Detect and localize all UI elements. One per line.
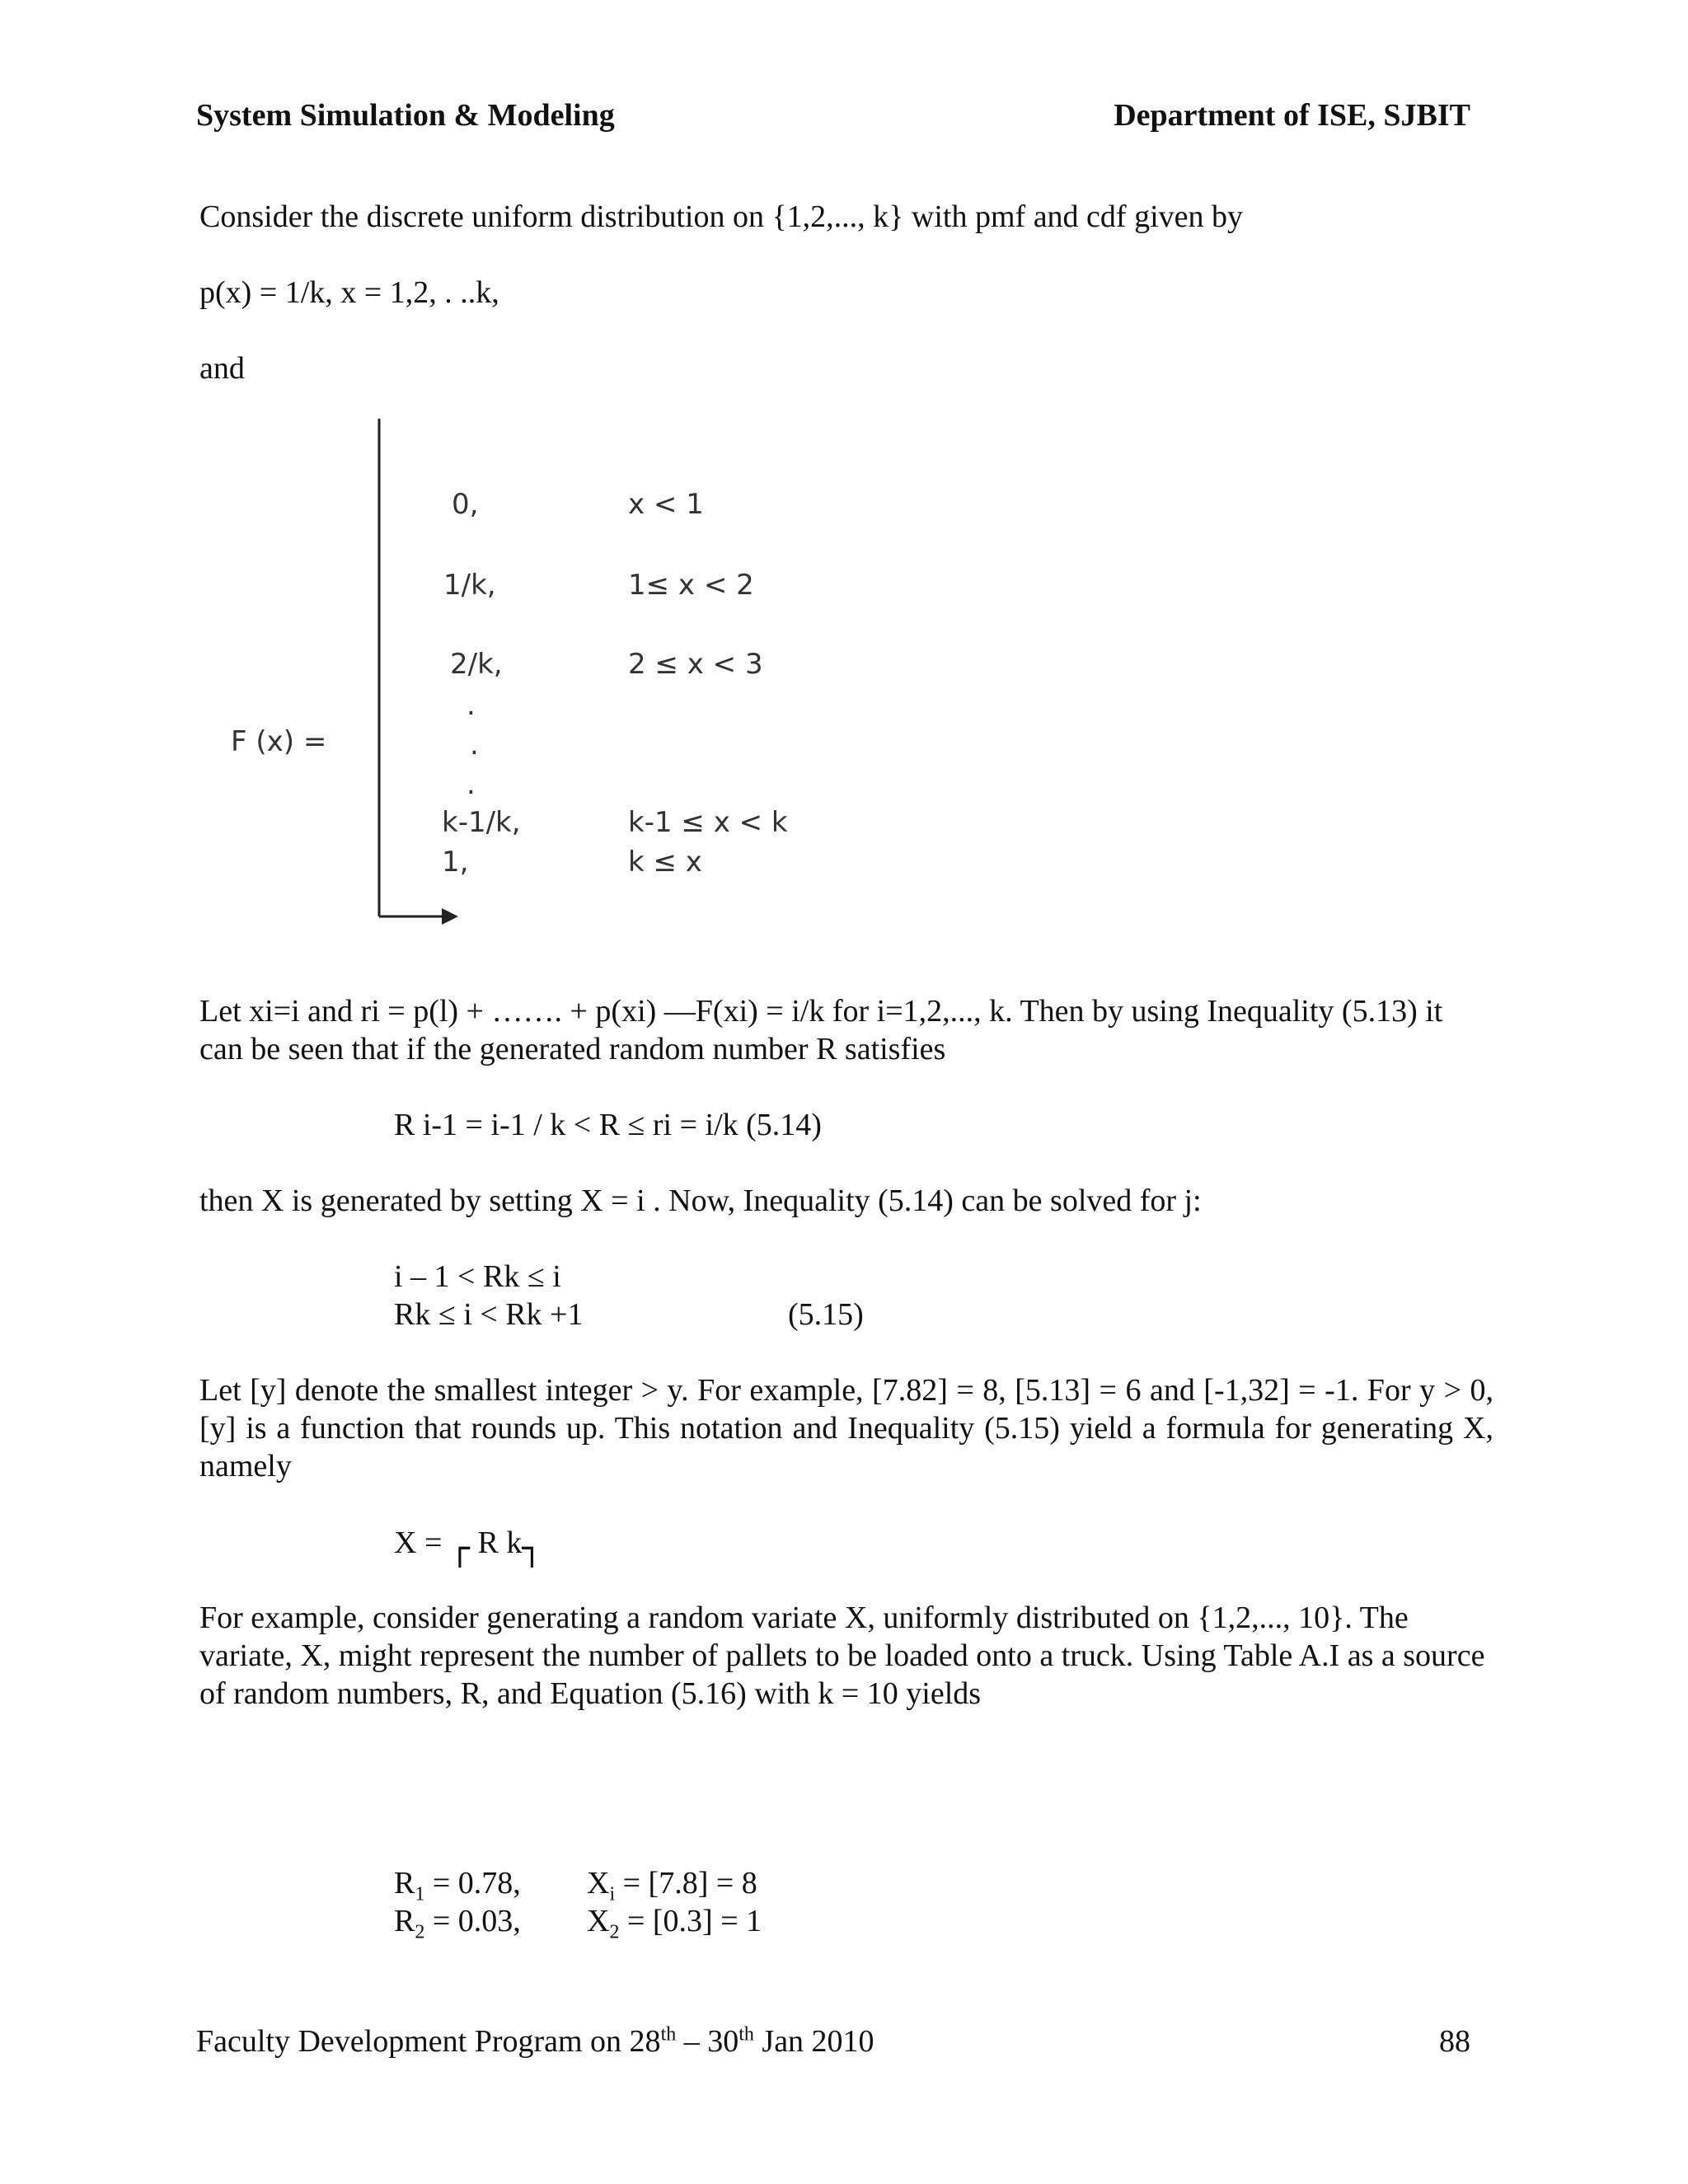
pmf-text: p(x) = 1/k, x = 1,2, . ..k, bbox=[199, 275, 499, 310]
example-row-2 bbox=[394, 1902, 521, 1943]
paragraph-4: For example, consider generating a random variate X, uniformly distributed on {1,2,..., 10}. The variate, X, might represent the number of pallets to be loaded onto a truck. Using Table A.I as a source of random numbers, R, and Equation (5.16) with k = 10 yields bbox=[199, 1601, 1485, 1711]
cdf-label: F (x) = bbox=[231, 725, 327, 758]
equation-5-15-line2: Rk ≤ i < Rk +1 bbox=[394, 1297, 584, 1332]
example-2-r-value: = 0.03, bbox=[424, 1904, 521, 1938]
cdf-value-4: 1, bbox=[442, 846, 469, 879]
example-row-1 bbox=[394, 1864, 521, 1905]
example-row-2-x bbox=[587, 1902, 762, 1943]
paragraph-2: then X is generated by setting X = i . Now, Inequality (5.14) can be solved for j: bbox=[199, 1183, 1202, 1218]
example-1-r: R bbox=[394, 1866, 415, 1900]
equation-5-15-line1: i – 1 < Rk ≤ i bbox=[394, 1259, 561, 1294]
example-2-x: X bbox=[587, 1904, 610, 1938]
example-1-x: X bbox=[587, 1866, 610, 1900]
cdf-condition-4: k ≤ x bbox=[628, 846, 702, 879]
header-right: Department of ISE, SJBIT bbox=[1114, 98, 1470, 133]
cdf-value-1: 1/k, bbox=[443, 569, 496, 602]
example-2-x-value: = [0.3] = 1 bbox=[619, 1904, 762, 1938]
footer-mid: – 30 bbox=[676, 2024, 739, 2059]
equation-5-15-number: (5.15) bbox=[788, 1297, 864, 1332]
footer-sup-2: th bbox=[738, 2023, 754, 2046]
ceiling-left-bracket: ┌ bbox=[449, 1530, 470, 1568]
example-2-r: R bbox=[394, 1904, 415, 1938]
page-number: 88 bbox=[1439, 2024, 1470, 2059]
cdf-condition-2: 2 ≤ x < 3 bbox=[628, 648, 763, 681]
example-2-r-sub: 2 bbox=[415, 1921, 425, 1943]
footer-suffix: Jan 2010 bbox=[753, 2024, 874, 2059]
and-text: and bbox=[199, 351, 245, 386]
equation-5-14: R i-1 = i-1 / k < R ≤ ri = i/k (5.14) bbox=[394, 1108, 822, 1142]
footer-sup-1: th bbox=[660, 2023, 677, 2046]
footer-text bbox=[196, 2022, 874, 2060]
cdf-value-2: 2/k, bbox=[450, 648, 503, 681]
paragraph-3: Let [y] denote the smallest integer > y. For example, [7.82] = 8, [5.13] = 6 and [-1,32] = -1. For y > 0, [y] is a function that rounds up. This notation and Inequality (5.15) yield a formula for generating X, namely bbox=[199, 1373, 1493, 1483]
example-2-x-sub: 2 bbox=[609, 1921, 620, 1943]
formula-lhs: X = bbox=[394, 1526, 443, 1560]
example-1-x-sub: i bbox=[609, 1883, 616, 1905]
example-1-r-sub: 1 bbox=[415, 1883, 425, 1905]
formula-body: R k bbox=[469, 1526, 523, 1560]
cdf-dot-3: . bbox=[467, 768, 476, 801]
cdf-value-0: 0, bbox=[452, 488, 479, 521]
header-left: System Simulation & Modeling bbox=[196, 98, 615, 133]
cdf-dot-1: . bbox=[467, 689, 476, 722]
cdf-condition-0: x < 1 bbox=[628, 488, 704, 521]
example-1-x-value: = [7.8] = 8 bbox=[615, 1866, 757, 1900]
cdf-condition-3: k-1 ≤ x < k bbox=[628, 806, 788, 839]
paragraph-1: Let xi=i and ri = p(l) + ……. + p(xi) —F(xi) = i/k for i=1,2,..., k. Then by using Inequality (5.13) it can be seen that if the generated random number R satisfies bbox=[199, 994, 1443, 1066]
ceiling-right-bracket: ┐ bbox=[522, 1530, 542, 1568]
example-row-1-x bbox=[587, 1864, 757, 1905]
cdf-dot-2: . bbox=[470, 729, 479, 762]
cdf-condition-1: 1≤ x < 2 bbox=[628, 569, 754, 602]
footer-prefix: Faculty Development Program on 28 bbox=[196, 2024, 661, 2059]
cdf-value-3: k-1/k, bbox=[442, 806, 521, 839]
formula-x bbox=[394, 1523, 542, 1568]
intro-text: Consider the discrete uniform distribution on {1,2,..., k} with pmf and cdf given by bbox=[199, 199, 1244, 234]
example-1-r-value: = 0.78, bbox=[424, 1866, 521, 1900]
